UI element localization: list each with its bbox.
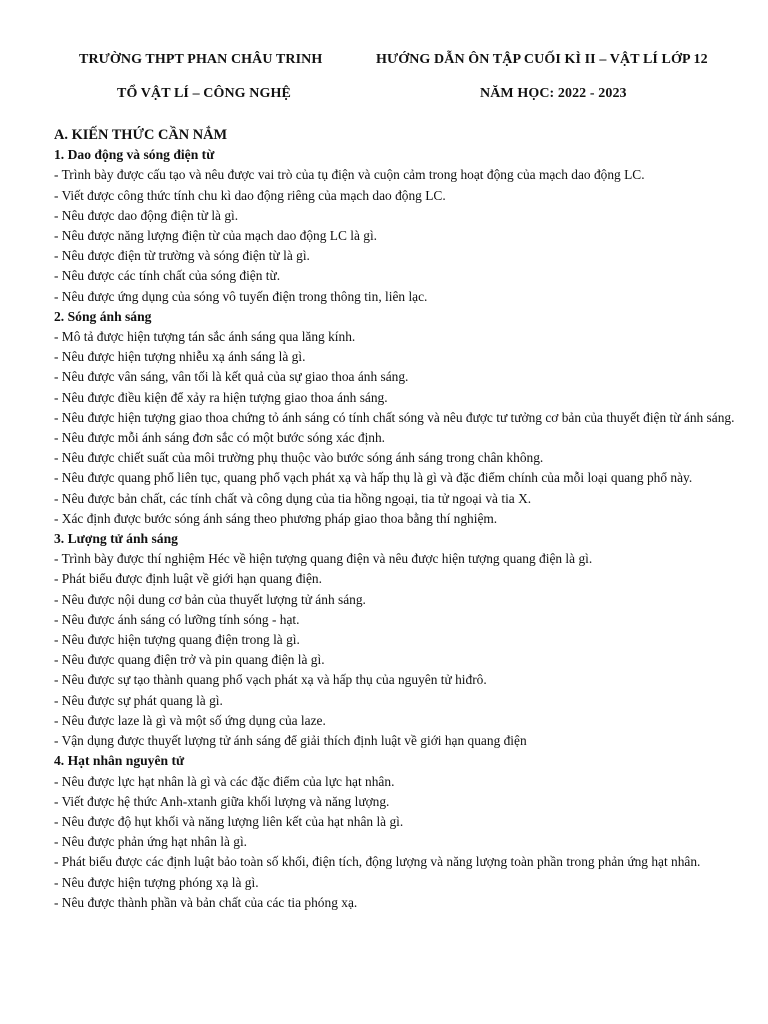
list-item: - Nêu được vân sáng, vân tối là kết quả của sự giao thoa ánh sáng.: [54, 369, 409, 385]
list-item: - Vận dụng được thuyết lượng tử ánh sáng để giải thích định luật về giới hạn quang điện: [54, 733, 527, 749]
list-item: - Nêu được hiện tượng quang điện trong là gì.: [54, 632, 300, 648]
topic-heading: 3. Lượng tử ánh sáng: [54, 531, 178, 547]
list-item: - Nêu được sự tạo thành quang phổ vạch phát xạ và hấp thụ của nguyên tử hiđrô.: [54, 672, 487, 688]
list-item: - Nêu được điều kiện để xảy ra hiện tượng giao thoa ánh sáng.: [54, 389, 388, 405]
list-item: - Nêu được các tính chất của sóng điện từ.: [54, 268, 281, 284]
list-item: - Viết được hệ thức Anh-xtanh giữa khối lượng và năng lượng.: [54, 793, 390, 809]
list-item: - Nêu được lực hạt nhân là gì và các đặc điểm của lực hạt nhân.: [54, 773, 395, 789]
list-item: - Nêu được chiết suất của môi trường phụ thuộc vào bước sóng ánh sáng trong chân không.: [54, 450, 544, 466]
document-title: HƯỚNG DẪN ÔN TẬP CUỐI KÌ II – VẬT LÍ LỚP 12: [376, 52, 708, 67]
list-item: - Trình bày được cấu tạo và nêu được vai trò của tụ điện và cuộn cảm trong hoạt động của mạch dao động LC.: [54, 167, 645, 183]
school-name: TRƯỜNG THPT PHAN CHÂU TRINH: [79, 52, 323, 67]
topic-heading: 4. Hạt nhân nguyên tử: [54, 753, 185, 769]
list-item: - Nêu được quang điện trở và pin quang điện là gì.: [54, 652, 325, 668]
list-item: - Xác định được bước sóng ánh sáng theo phương pháp giao thoa bằng thí nghiệm.: [54, 510, 498, 526]
list-item: - Nêu được ứng dụng của sóng vô tuyến điện trong thông tin, liên lạc.: [54, 288, 428, 304]
list-item: - Nêu được sự phát quang là gì.: [54, 692, 223, 708]
list-item: - Nêu được năng lượng điện từ của mạch dao động LC là gì.: [54, 228, 378, 244]
list-item: - Nêu được điện từ trường và sóng điện từ là gì.: [54, 248, 310, 264]
list-item: - Mô tả được hiện tượng tán sắc ánh sáng qua lăng kính.: [54, 329, 356, 345]
section-heading: A. KIẾN THỨC CẦN NẮM: [54, 127, 228, 143]
list-item: - Nêu được thành phần và bản chất của các tia phóng xạ.: [54, 894, 358, 910]
list-item: - Nêu được quang phổ liên tục, quang phổ vạch phát xạ và hấp thụ là gì và đặc điểm chính của mỗi loại quang phổ này.: [54, 470, 693, 486]
list-item: - Nêu được hiện tượng nhiễu xạ ánh sáng là gì.: [54, 349, 306, 365]
topic-luong-tu-anh-sang: [54, 529, 744, 751]
list-item: - Phát biểu được các định luật bảo toàn số khối, điện tích, động lượng và năng lượng toàn phần trong phản ứng hạt nhân.: [54, 854, 701, 870]
list-item: - Nêu được mỗi ánh sáng đơn sắc có một bước sóng xác định.: [54, 430, 386, 446]
document-body: [54, 124, 744, 913]
list-item: - Phát biểu được định luật về giới hạn quang điện.: [54, 571, 322, 587]
list-item: - Nêu được độ hụt khối và năng lượng liên kết của hạt nhân là gì.: [54, 813, 404, 829]
department-name: TỔ VẬT LÍ – CÔNG NGHỆ: [117, 86, 291, 101]
topic-hat-nhan-nguyen-tu: [54, 751, 744, 913]
list-item: - Viết được công thức tính chu kì dao động riêng của mạch dao động LC.: [54, 187, 446, 203]
list-item: - Nêu được phản ứng hạt nhân là gì.: [54, 834, 248, 850]
list-item: - Nêu được ánh sáng có lưỡng tính sóng - hạt.: [54, 611, 300, 627]
topic-heading: 2. Sóng ánh sáng: [54, 308, 152, 324]
list-item: - Nêu được bản chất, các tính chất và công dụng của tia hồng ngoại, tia tử ngoại và tia X.: [54, 490, 532, 506]
topic-dao-dong-song-dien-tu: [54, 145, 744, 307]
list-item: - Nêu được hiện tượng phóng xạ là gì.: [54, 874, 259, 890]
list-item: - Trình bày được thí nghiệm Héc về hiện tượng quang điện và nêu được hiện tượng quang điện là gì.: [54, 551, 593, 567]
topic-song-anh-sang: [54, 307, 744, 529]
list-item: - Nêu được hiện tượng giao thoa chứng tỏ ánh sáng có tính chất sóng và nêu được tư tưởng cơ bản của thuyết điện từ ánh sáng.: [54, 409, 735, 425]
topic-heading: 1. Dao động và sóng điện từ: [54, 147, 215, 163]
school-year: NĂM HỌC: 2022 - 2023: [480, 86, 627, 101]
list-item: - Nêu được laze là gì và một số ứng dụng của laze.: [54, 712, 326, 728]
list-item: - Nêu được dao động điện từ là gì.: [54, 207, 239, 223]
list-item: - Nêu được nội dung cơ bản của thuyết lượng tử ánh sáng.: [54, 591, 366, 607]
